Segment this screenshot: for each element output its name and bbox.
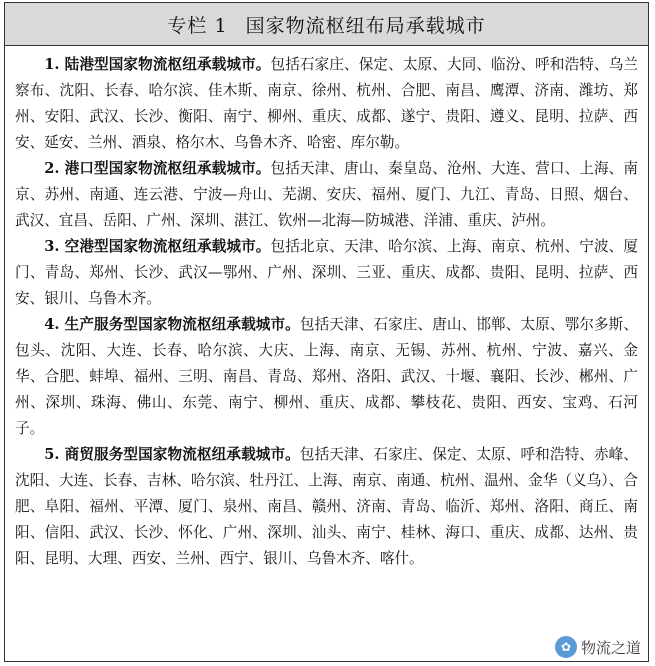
watermark xyxy=(553,636,643,658)
section-heading: 3. 空港型国家物流枢纽承载城市。 xyxy=(44,238,271,255)
section-airport xyxy=(15,234,638,312)
box-title-text: 国家物流枢纽布局承载城市 xyxy=(245,14,486,37)
section-trade-service xyxy=(15,442,638,572)
section-production-service xyxy=(15,312,638,442)
section-body: 包括天津、石家庄、保定、太原、呼和浩特、赤峰、沈阳、大连、长春、吉林、哈尔滨、牡丹江、上海、南京、南通、杭州、温州、金华（义乌）、合肥、阜阳、福州、平潭、厦门、泉州、南昌、赣州、济南、青岛、临沂、郑州、洛阳、商丘、南阳、信阳、武汉、长沙、怀化、广州、深圳、汕头、南宁、桂林、海口、重庆、成都、达州、贵阳、昆明、大理、西安、兰州、西宁、银川、乌鲁木齐、喀什。 xyxy=(15,446,638,567)
section-body: 包括天津、石家庄、唐山、邯郸、太原、鄂尔多斯、包头、沈阳、大连、长春、哈尔滨、大庆、上海、南京、无锡、苏州、杭州、宁波、嘉兴、金华、合肥、蚌埠、福州、三明、南昌、青岛、郑州、洛阳、武汉、十堰、襄阳、长沙、郴州、广州、深圳、珠海、佛山、东莞、南宁、柳州、重庆、成都、攀枝花、贵阳、西安、宝鸡、石河子。 xyxy=(15,316,638,437)
section-body: 包括天津、唐山、秦皇岛、沧州、大连、营口、上海、南京、苏州、南通、连云港、宁波—舟山、芜湖、安庆、福州、厦门、九江、青岛、日照、烟台、武汉、宜昌、岳阳、广州、深圳、湛江、钦州—北海—防城港、洋浦、重庆、泸州。 xyxy=(15,160,638,229)
wechat-icon: ✿ xyxy=(555,636,577,658)
section-heading: 4. 生产服务型国家物流枢纽承载城市。 xyxy=(44,316,300,333)
section-land-port xyxy=(15,52,638,156)
box-title xyxy=(5,3,648,46)
section-heading: 1. 陆港型国家物流枢纽承载城市。 xyxy=(44,56,271,73)
section-heading: 5. 商贸服务型国家物流枢纽承载城市。 xyxy=(44,446,300,463)
box-content xyxy=(5,46,648,572)
section-heading: 2. 港口型国家物流枢纽承载城市。 xyxy=(44,160,271,177)
feature-box xyxy=(4,2,649,662)
section-body: 包括北京、天津、哈尔滨、上海、南京、杭州、宁波、厦门、青岛、郑州、长沙、武汉—鄂州、广州、深圳、三亚、重庆、成都、贵阳、昆明、拉萨、西安、银川、乌鲁木齐。 xyxy=(15,238,638,307)
box-title-label: 专栏 1 xyxy=(167,14,228,37)
watermark-text: 物流之道 xyxy=(580,638,641,657)
section-sea-port xyxy=(15,156,638,234)
section-body: 包括石家庄、保定、太原、大同、临汾、呼和浩特、乌兰察布、沈阳、长春、哈尔滨、佳木斯、南京、徐州、杭州、合肥、南昌、鹰潭、济南、潍坊、郑州、安阳、武汉、长沙、衡阳、南宁、柳州、重庆、成都、遂宁、贵阳、遵义、昆明、拉萨、西安、延安、兰州、酒泉、格尔木、乌鲁木齐、哈密、库尔勒。 xyxy=(15,56,638,151)
